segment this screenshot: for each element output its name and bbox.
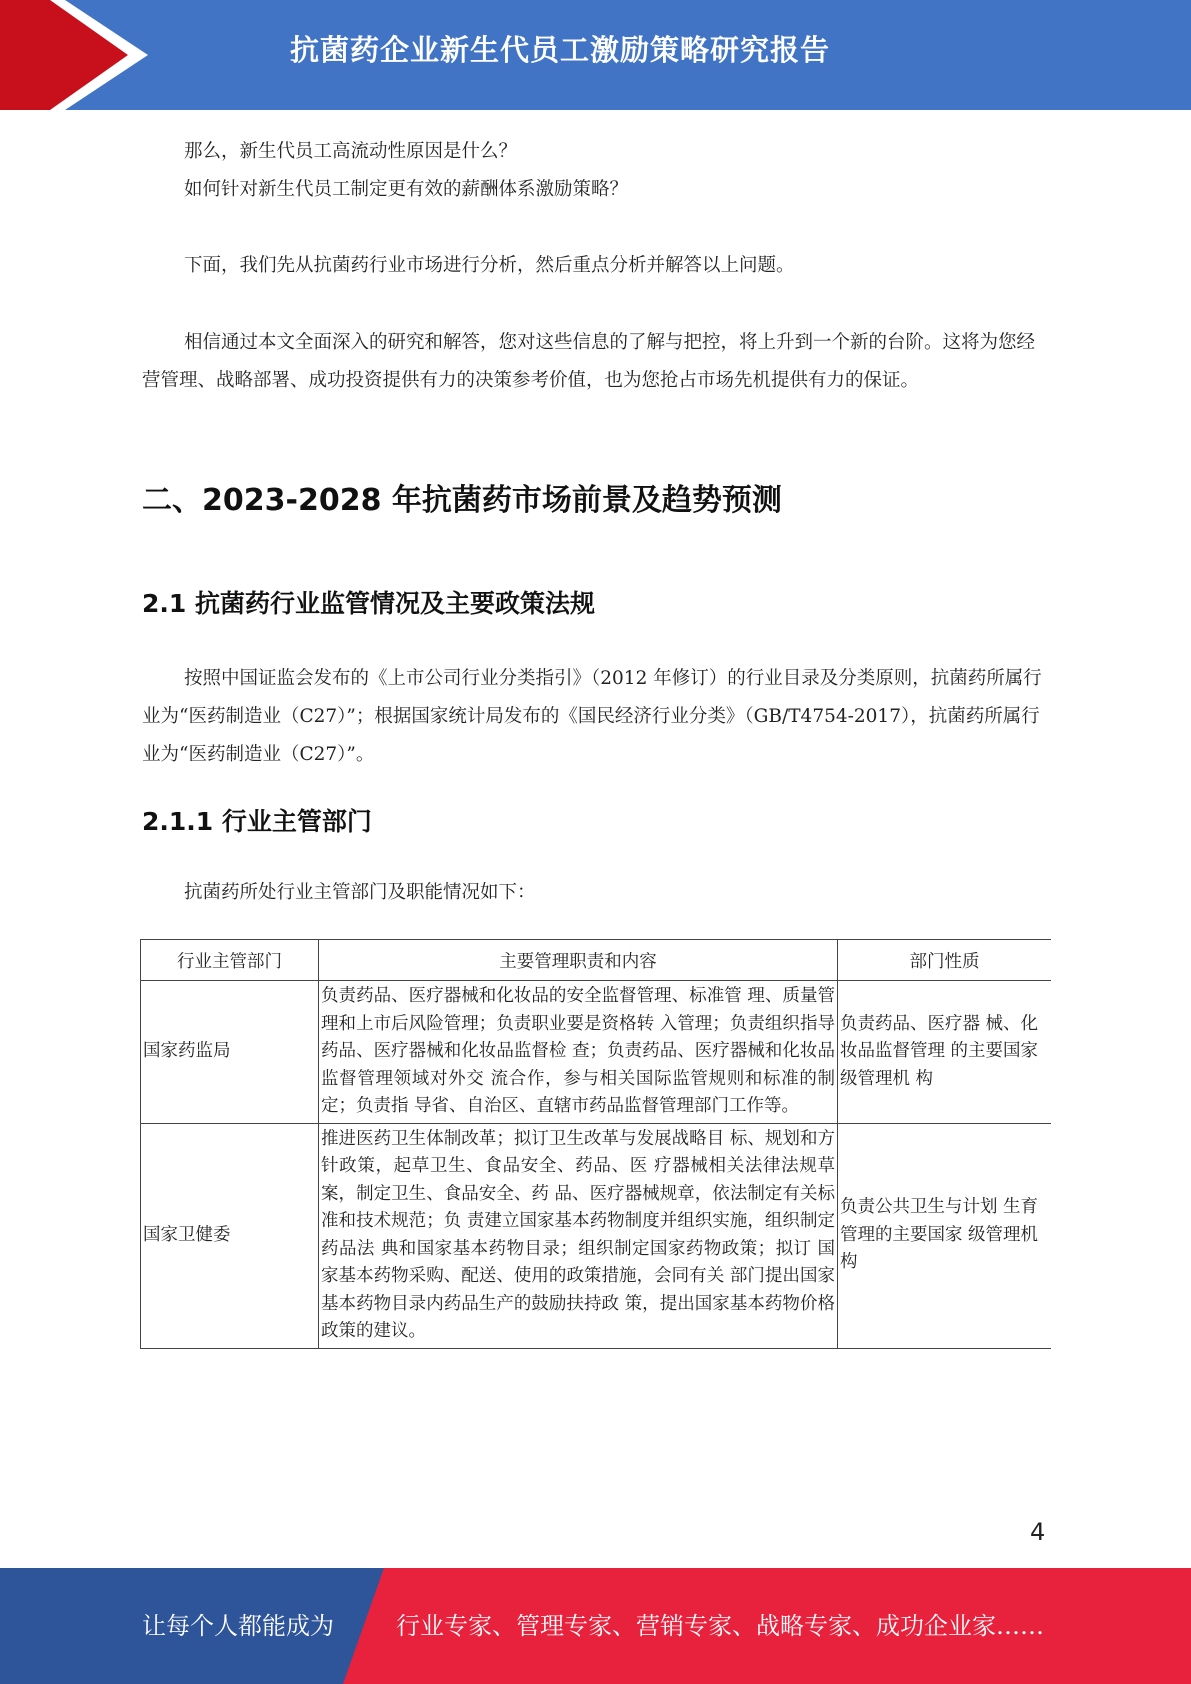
department-table-wrapper	[140, 939, 1051, 1391]
page-number: 4	[1030, 1518, 1046, 1546]
section-2-1-1-paragraph: 抗菌药所处行业主管部门及职能情况如下：	[184, 882, 536, 903]
report-title: 抗菌药企业新生代员工激励策略研究报告	[290, 33, 831, 67]
section-2-1-1-heading: 2.1.1 行业主管部门	[142, 807, 372, 836]
table-row	[141, 981, 1052, 1124]
header-banner	[0, 0, 1191, 110]
footer-slogan-right: 行业专家、管理专家、营销专家、战略专家、成功企业家……	[396, 1612, 1044, 1640]
section-2-1-heading: 2.1 抗菌药行业监管情况及主要政策法规	[142, 589, 595, 618]
intro-question-2: 如何针对新生代员工制定更有效的薪酬体系激励策略？	[184, 179, 629, 200]
table-header-nature: 部门性质	[838, 940, 1052, 981]
table-row	[141, 1123, 1052, 1348]
table-cell-duties: 负责药品、医疗器械和化妆品的安全监督管理、标准管 理、质量管理和上市后风险管理；负责职业要是资格转 入管理；负责组织指导药品、医疗器械和化妆品监督检 查；负责药品、医疗器械和化妆品监督管理领域对外交 流合作，参与相关国际监管规则和标准的制定；负责指 导省、自治区、直辖市药品监督管理部门工作等。	[319, 981, 838, 1124]
table-cell-dept: 国家卫健委	[141, 1123, 319, 1348]
intro-paragraph-1: 下面，我们先从抗菌药行业市场进行分析，然后重点分析并解答以上问题。	[184, 255, 795, 276]
section-2-heading: 二、2023-2028 年抗菌药市场前景及趋势预测	[142, 483, 782, 518]
table-header-duties: 主要管理职责和内容	[319, 940, 838, 981]
intro-question-1: 那么，新生代员工高流动性原因是什么？	[184, 141, 518, 162]
footer-slogan-left: 让每个人都能成为	[142, 1612, 334, 1640]
section-2-1-paragraph: 按照中国证监会发布的《上市公司行业分类指引》（2012 年修订）的行业目录及分类原则，抗菌药所属行业为“医药制造业（C27）”；根据国家统计局发布的《国民经济行业分类》（GB/T4754-2017），抗菌药所属行业为“医药制造业（C27）”。	[142, 668, 1042, 765]
table-cell-nature: 负责药品、医疗器 械、化妆品监督管理 的主要国家级管理机 构	[838, 981, 1052, 1124]
table-cell-dept: 国家药监局	[141, 981, 319, 1124]
table-cell-nature: 负责公共卫生与计划 生育管理的主要国家 级管理机构	[838, 1123, 1052, 1348]
table-cell-duties: 推进医药卫生体制改革；拟订卫生改革与发展战略目 标、规划和方针政策，起草卫生、食品安全、药品、医 疗器械相关法律法规草案，制定卫生、食品安全、药 品、医疗器械规章，依法制定有关标准和技术规范；负 责建立国家基本药物制度并组织实施，组织制定药品法 典和国家基本药物目录；组织制定国家药物政策；拟订 国家基本药物采购、配送、使用的政策措施，会同有关 部门提出国家基本药物目录内药品生产的鼓励扶持政 策，提出国家基本药物价格政策的建议。	[319, 1123, 838, 1348]
footer-banner	[0, 1568, 1191, 1684]
department-table	[140, 939, 1051, 1349]
intro-paragraph-2: 相信通过本文全面深入的研究和解答，您对这些信息的了解与把控，将上升到一个新的台阶。这将为您经营管理、战略部署、成功投资提供有力的决策参考价值，也为您抢占市场先机提供有力的保证。	[142, 332, 1036, 391]
table-header-row	[141, 940, 1052, 981]
table-header-dept: 行业主管部门	[141, 940, 319, 981]
